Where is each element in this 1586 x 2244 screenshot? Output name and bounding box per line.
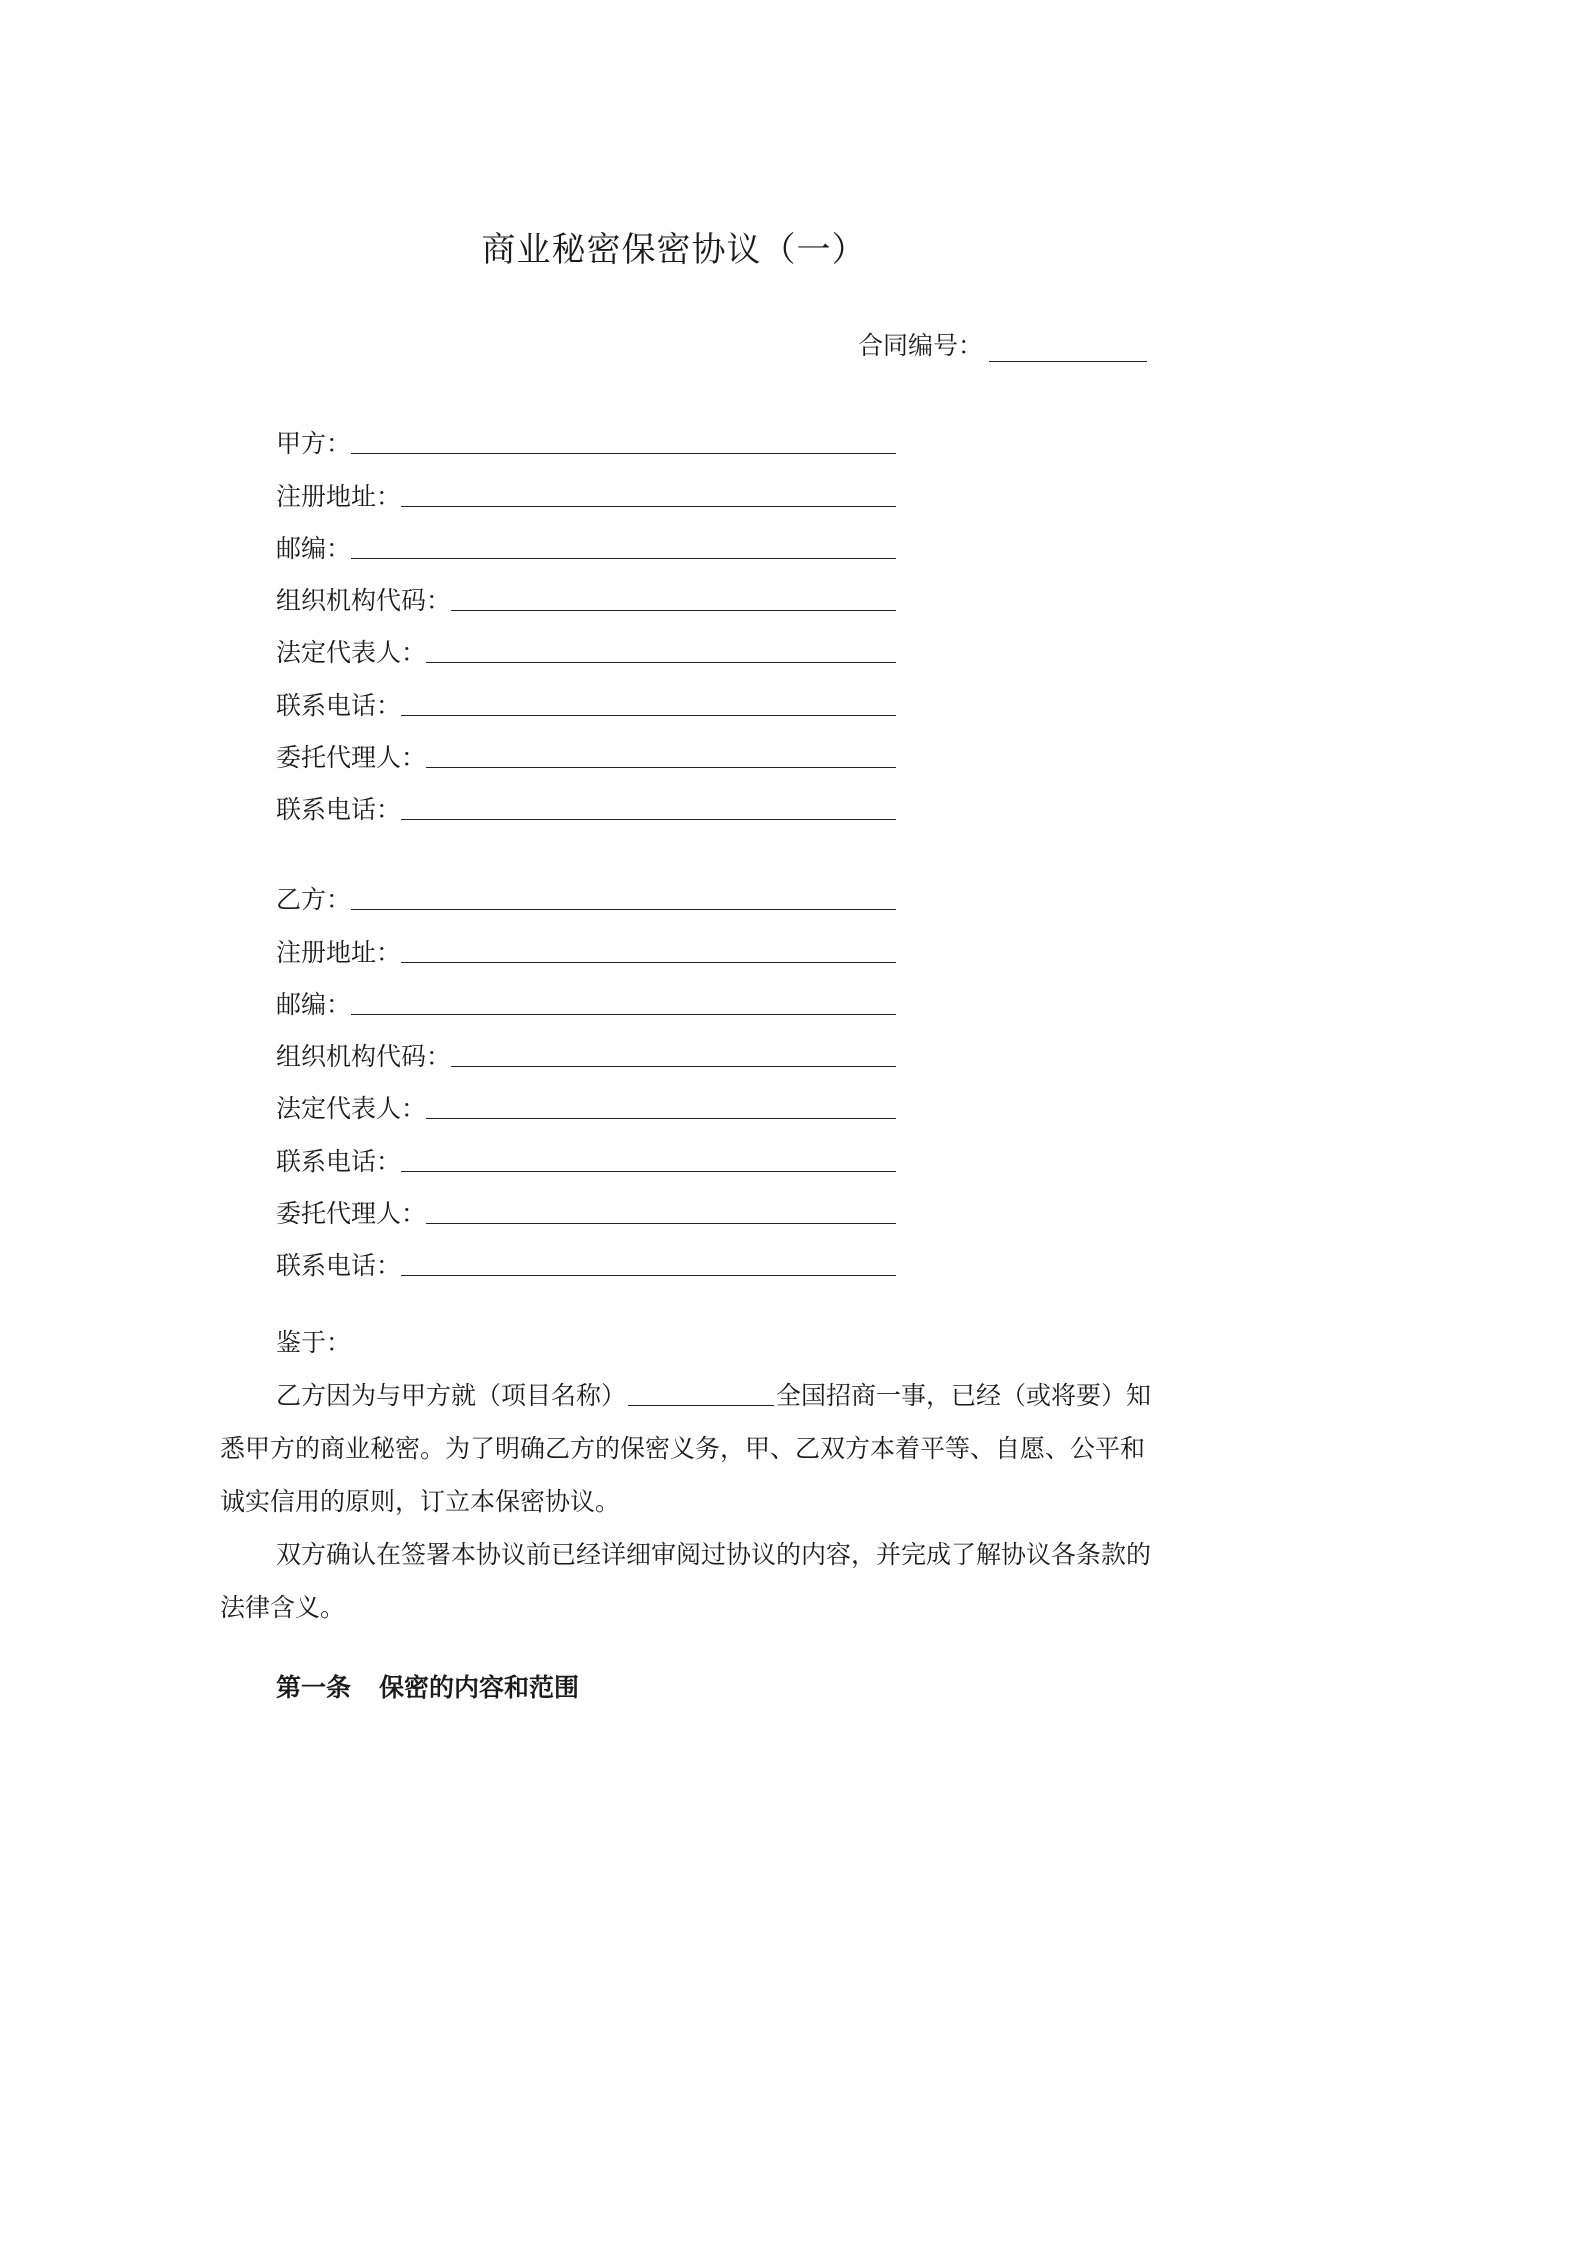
form-field xyxy=(276,617,896,669)
project-name-blank[interactable] xyxy=(628,1381,774,1406)
fill-line[interactable] xyxy=(451,584,896,611)
fill-line[interactable] xyxy=(426,741,896,768)
form-field xyxy=(276,1178,896,1230)
form-field xyxy=(276,460,896,512)
fill-line[interactable] xyxy=(401,1249,896,1276)
form-field xyxy=(276,669,896,721)
form-field xyxy=(276,565,896,617)
preamble-paragraph-2: 双方确认在签署本协议前已经详细审阅过协议的内容，并完成了解协议各条款的法律含义。 xyxy=(220,1540,1152,1622)
fill-line[interactable] xyxy=(401,689,896,716)
field-label: 乙方： xyxy=(276,885,352,915)
form-field xyxy=(276,722,896,774)
form-field xyxy=(276,774,896,826)
field-label: 委托代理人： xyxy=(276,743,427,773)
fill-line[interactable] xyxy=(426,636,896,663)
party-b-section xyxy=(276,864,896,1282)
field-label: 联系电话： xyxy=(276,795,402,825)
paragraph-text: 全国招商一事，已经（或将要）知悉甲方的商业秘密。为了明确乙方的保密义务，甲、乙双方本着平等、自愿、公平和诚实信用的原则，订立本保密协议。 xyxy=(220,1381,1152,1516)
party-a-section xyxy=(276,408,896,826)
fill-line[interactable] xyxy=(351,532,896,559)
form-field xyxy=(276,1021,896,1073)
fill-line[interactable] xyxy=(401,480,896,507)
article-title: 保密的内容和范围 xyxy=(379,1673,580,1702)
preamble xyxy=(220,1316,1160,1634)
preamble-paragraph-1 xyxy=(220,1369,1160,1528)
field-label: 联系电话： xyxy=(276,1146,402,1176)
fill-line[interactable] xyxy=(401,793,896,820)
field-label: 联系电话： xyxy=(276,690,402,720)
form-field xyxy=(276,408,896,460)
field-label: 委托代理人： xyxy=(276,1199,427,1229)
fill-line[interactable] xyxy=(401,1145,896,1172)
form-field xyxy=(276,1125,896,1177)
article-number: 第一条 xyxy=(276,1673,352,1702)
fill-line[interactable] xyxy=(351,427,896,454)
fill-line[interactable] xyxy=(401,936,896,963)
field-label: 邮编： xyxy=(276,533,352,563)
fill-line[interactable] xyxy=(426,1197,896,1224)
field-label: 法定代表人： xyxy=(276,1094,427,1124)
fill-line[interactable] xyxy=(426,1092,896,1119)
page-title: 商业秘密保密协议（一） xyxy=(481,230,867,270)
fill-line[interactable] xyxy=(451,1040,896,1067)
form-field xyxy=(276,969,896,1021)
field-label: 邮编： xyxy=(276,989,352,1019)
field-label: 联系电话： xyxy=(276,1251,402,1281)
paragraph-text: 乙方因为与甲方就（项目名称） xyxy=(276,1381,627,1410)
contract-number-blank[interactable] xyxy=(989,333,1147,362)
field-label: 组织机构代码： xyxy=(276,586,452,616)
field-label: 组织机构代码： xyxy=(276,1042,452,1072)
fill-line[interactable] xyxy=(351,883,896,910)
field-label: 注册地址： xyxy=(276,481,402,511)
form-field xyxy=(276,916,896,968)
form-field xyxy=(276,1230,896,1282)
field-label: 甲方： xyxy=(276,429,352,459)
form-field xyxy=(276,513,896,565)
contract-number xyxy=(858,326,1147,362)
contract-number-label: 合同编号： xyxy=(858,331,984,360)
field-label: 法定代表人： xyxy=(276,638,427,668)
fill-line[interactable] xyxy=(351,988,896,1015)
form-field xyxy=(276,1073,896,1125)
whereas-heading: 鉴于： xyxy=(276,1328,352,1357)
article-heading xyxy=(276,1668,579,1704)
form-field xyxy=(276,864,896,916)
field-label: 注册地址： xyxy=(276,937,402,967)
